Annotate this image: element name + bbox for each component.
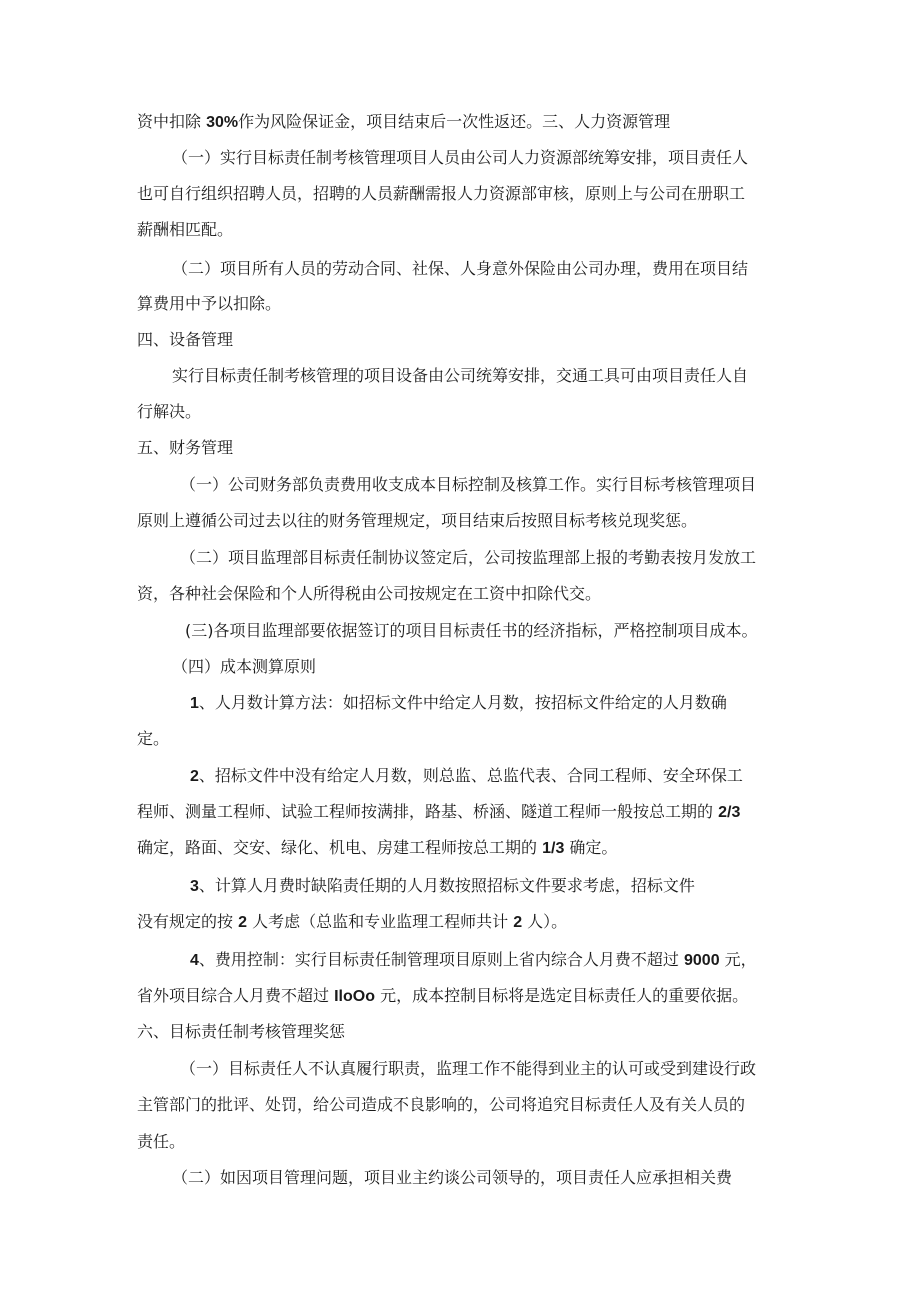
text-run: 六、目标责任制考核管理奖惩 <box>137 1022 346 1041</box>
text-run: （二）项目所有人员的劳动合同、社保、人身意外保险由公司办理，费用在项目结 <box>172 259 749 278</box>
text-run: 算费用中予以扣除。 <box>137 294 282 313</box>
paragraph-line <box>137 838 617 859</box>
list-number: 1 <box>190 695 199 712</box>
paragraph-line <box>137 802 740 823</box>
text-run-bold: 2 <box>513 914 523 931</box>
text-run: 确定，路面、交安、绿化、机电、房建工程师按总工期的 <box>137 838 543 857</box>
text-run: 责任。 <box>137 1132 186 1151</box>
paragraph-line <box>137 402 201 422</box>
section-heading <box>137 330 233 350</box>
text-run: 、计算人月费时缺陷责任期的人月数按照招标文件要求考虑，招标文件 <box>198 876 695 895</box>
paragraph-line <box>180 548 756 568</box>
text-run: 作为风险保证金，项目结束后一次性返还。三、人力资源管理 <box>238 112 671 131</box>
text-run-bold: IloOo <box>334 988 375 1005</box>
text-run: 元，成本控制目标将是选定目标责任人的重要依据。 <box>374 986 749 1005</box>
paragraph-line <box>172 148 748 168</box>
section-heading <box>137 438 233 458</box>
paragraph-line <box>137 294 281 314</box>
text-run: 人考虑（总监和专业监理工程师共计 <box>247 912 514 931</box>
paragraph-line <box>190 876 695 897</box>
text-run: 薪酬相匹配。 <box>137 220 234 239</box>
text-run: (三)各项目监理部要依据签订的项目目标责任书的经济指标，严格控制项目成本。 <box>185 621 758 640</box>
text-run: 没有规定的按 <box>137 912 239 931</box>
section-heading <box>137 1022 345 1042</box>
list-number: 4 <box>190 952 199 969</box>
paragraph-line <box>190 693 727 714</box>
paragraph-line <box>137 220 233 240</box>
text-run: 资中扣除 <box>137 112 207 131</box>
text-run: （一）目标责任人不认真履行职责，监理工作不能得到业主的认可或受到建设行政 <box>180 1059 757 1078</box>
text-run: （一）实行目标责任制考核管理项目人员由公司人力资源部统筹安排，项目责任人 <box>172 148 749 167</box>
text-run: 行解决。 <box>137 402 202 421</box>
section-subheading <box>172 657 316 677</box>
text-run: 元， <box>719 950 757 969</box>
text-run: 定。 <box>137 729 170 748</box>
paragraph-line <box>180 1059 756 1079</box>
text-run: 资，各种社会保险和个人所得税由公司按规定在工资中扣除代交。 <box>137 584 602 603</box>
text-run: （四）成本测算原则 <box>172 657 317 676</box>
text-run: 、人月数计算方法：如招标文件中给定人月数，按招标文件给定的人月数确 <box>198 693 727 712</box>
paragraph-line <box>137 511 697 531</box>
paragraph-line <box>185 621 758 641</box>
paragraph-line <box>137 112 670 133</box>
paragraph-line <box>190 766 743 787</box>
text-run-bold: 30% <box>206 114 239 131</box>
paragraph-line <box>172 1168 732 1188</box>
text-run-bold: 1/3 <box>542 840 565 857</box>
paragraph-line <box>190 950 757 971</box>
text-run-bold: 2/3 <box>718 804 741 821</box>
text-run: 程师、测量工程师、试验工程师按满排，路基、桥涵、隧道工程师一般按总工期的 <box>137 802 719 821</box>
text-run: 、费用控制：实行目标责任制管理项目原则上省内综合人月费不超过 <box>198 950 684 969</box>
text-run-bold: 9000 <box>684 952 720 969</box>
text-run-bold: 2 <box>238 914 247 931</box>
text-run: （二）如因项目管理问题，项目业主约谈公司领导的，项目责任人应承担相关费 <box>172 1168 733 1187</box>
list-number: 3 <box>190 878 199 895</box>
text-run: 五、财务管理 <box>137 438 234 457</box>
paragraph-line <box>172 259 748 279</box>
text-run: 人）。 <box>522 912 568 931</box>
paragraph-line <box>180 475 756 495</box>
paragraph-line <box>137 1095 745 1115</box>
text-run: 确定。 <box>564 838 618 857</box>
paragraph-line <box>137 184 745 204</box>
paragraph-line <box>137 584 601 604</box>
paragraph-line <box>137 986 748 1007</box>
text-run: （一）公司财务部负责费用收支成本目标控制及核算工作。实行目标考核管理项目 <box>180 475 757 494</box>
text-run: 实行目标责任制考核管理的项目设备由公司统筹安排，交通工具可由项目责任人自 <box>172 366 749 385</box>
text-run: 省外项目综合人月费不超过 <box>137 986 335 1005</box>
paragraph-line <box>137 1132 185 1152</box>
paragraph-line <box>137 912 567 933</box>
paragraph-line <box>172 366 748 386</box>
text-run: 也可自行组织招聘人员，招聘的人员薪酬需报人力资源部审核，原则上与公司在册职工 <box>137 184 746 203</box>
text-run: 四、设备管理 <box>137 330 234 349</box>
paragraph-line <box>137 729 169 749</box>
text-run: 、招标文件中没有给定人月数，则总监、总监代表、合同工程师、安全环保工 <box>198 766 743 785</box>
text-run: （二）项目监理部目标责任制协议签定后，公司按监理部上报的考勤表按月发放工 <box>180 548 757 567</box>
text-run: 原则上遵循公司过去以往的财务管理规定，项目结束后按照目标考核兑现奖惩。 <box>137 511 698 530</box>
text-run: 主管部门的批评、处罚，给公司造成不良影响的，公司将追究目标责任人及有关人员的 <box>137 1095 746 1114</box>
list-number: 2 <box>190 768 199 785</box>
